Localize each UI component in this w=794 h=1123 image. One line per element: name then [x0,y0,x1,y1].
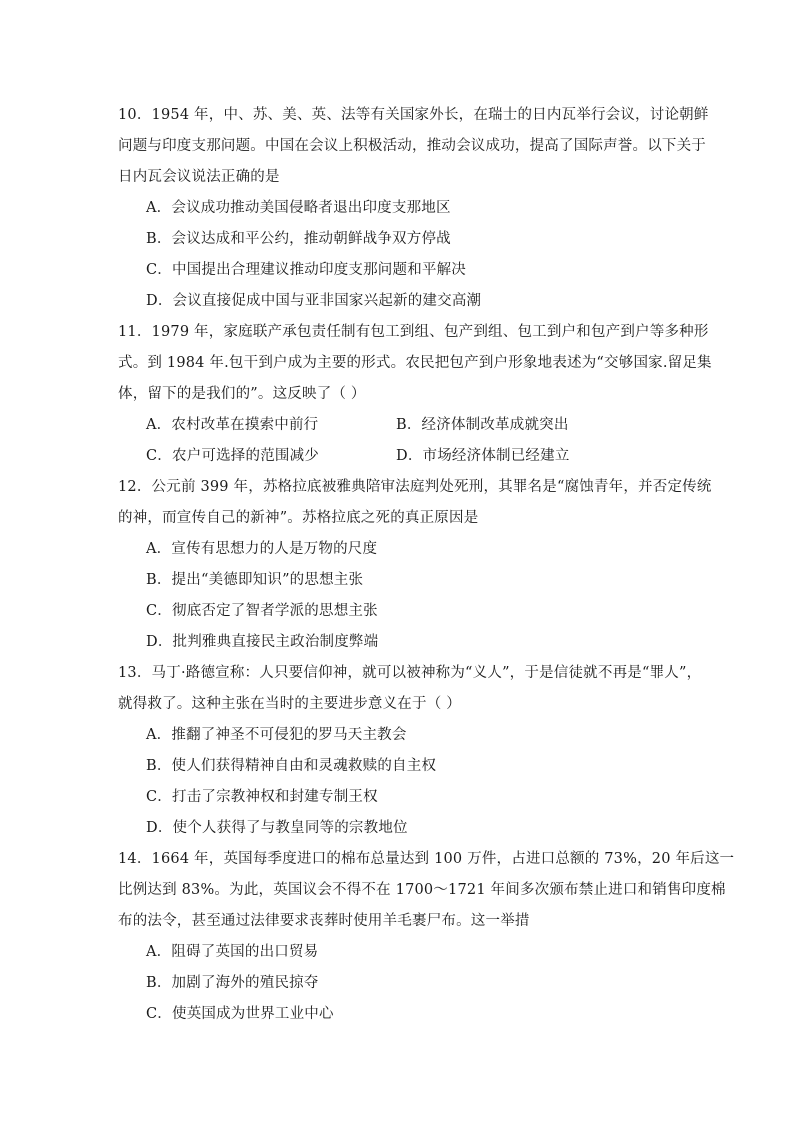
question-stem-line: 14．1664 年，英国每季度进口的棉布总量达到 100 万件，占进口总额的 73%，20 年后这一 [118,851,735,867]
option-d[interactable]: D．市场经济体制已经建立 [396,448,570,464]
question-stem-line: 比例达到 83%。为此，英国议会不得不在 1700～1721 年间多次颁布禁止进口和销售印度棉 [118,882,726,898]
option-b[interactable]: B．使人们获得精神自由和灵魂救赎的自主权 [146,758,437,774]
question-stem-line: 式。到 1984 年.包干到户成为主要的形式。农民把包产到户形象地表述为“交够国家.留足集 [118,355,712,371]
question-stem-line: 11．1979 年，家庭联产承包责任制有包工到组、包产到组、包工到户和包产到户等多种形 [118,324,709,340]
question-stem-line: 日内瓦会议说法正确的是 [118,169,280,185]
option-a[interactable]: A．阻碍了英国的出口贸易 [146,944,319,960]
question-stem-line: 的神，而宣传自己的新神”。苏格拉底之死的真正原因是 [118,510,479,526]
option-b[interactable]: B．经济体制改革成就突出 [396,417,569,433]
option-d[interactable]: D．批判雅典直接民主政治制度弊端 [146,634,379,650]
option-c[interactable]: C．打击了宗教神权和封建专制王权 [146,789,378,805]
option-c[interactable]: C．使英国成为世界工业中心 [146,1006,334,1022]
question-stem-line: 就得救了。这种主张在当时的主要进步意义在于（ ） [118,696,461,712]
question-stem-line: 12．公元前 399 年，苏格拉底被雅典陪审法庭判处死刑，其罪名是“腐蚀青年，并否定传统 [118,479,712,495]
option-c[interactable]: C．中国提出合理建议推动印度支那问题和平解决 [146,262,466,278]
option-a[interactable]: A．农村改革在摸索中前行 [146,417,319,433]
option-c[interactable]: C．农户可选择的范围减少 [146,448,319,464]
option-c[interactable]: C．彻底否定了智者学派的思想主张 [146,603,378,619]
option-a[interactable]: A．宣传有思想力的人是万物的尺度 [146,541,378,557]
option-b[interactable]: B．加剧了海外的殖民掠夺 [146,975,319,991]
option-b[interactable]: B．会议达成和平公约，推动朝鲜战争双方停战 [146,231,451,247]
option-d[interactable]: D．使个人获得了与教皇同等的宗教地位 [146,820,408,836]
option-b[interactable]: B．提出“美德即知识”的思想主张 [146,572,364,588]
question-stem-line: 10．1954 年，中、苏、美、英、法等有关国家外长，在瑞士的日内瓦举行会议，讨论朝鲜 [118,107,709,123]
option-d[interactable]: D．会议直接促成中国与亚非国家兴起新的建交高潮 [146,293,482,309]
question-stem-line: 布的法令，甚至通过法律要求丧葬时使用羊毛裹尸布。这一举措 [118,913,530,929]
question-stem-line: 问题与印度支那问题。中国在会议上积极活动，推动会议成功，提高了国际声誉。以下关于 [118,138,706,154]
question-stem-line: 体，留下的是我们的”。这反映了（ ） [118,386,366,402]
question-stem-line: 13．马丁·路德宣称：人只要信仰神，就可以被神称为“义人”，于是信徒就不再是“罪人”， [118,665,702,681]
option-a[interactable]: A．会议成功推动美国侵略者退出印度支那地区 [146,200,451,216]
option-a[interactable]: A．推翻了神圣不可侵犯的罗马天主教会 [146,727,407,743]
